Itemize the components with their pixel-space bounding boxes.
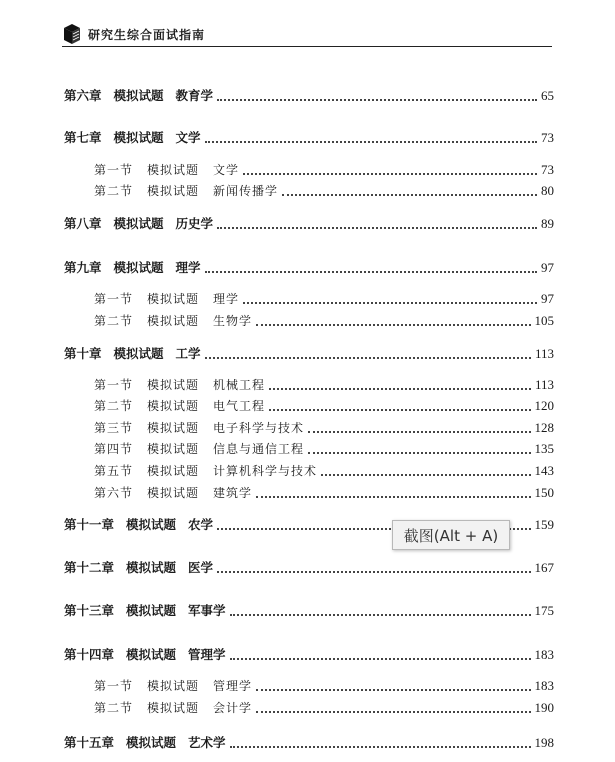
toc-section-entry[interactable] (94, 677, 554, 694)
toc-entry-label: 模拟试题 (147, 464, 200, 478)
toc-entry-label: 模拟试题 (147, 486, 200, 500)
toc-entry-label: 模拟试题 (147, 701, 200, 715)
toc-entry-label: 模拟试题 (113, 88, 164, 103)
toc-leader-dots (256, 689, 530, 691)
toc-entry-label: 模拟试题 (147, 314, 200, 328)
toc-entry-label: 模拟试题 (147, 184, 200, 198)
toc-entry-page: 65 (541, 88, 554, 103)
toc-leader-dots (256, 496, 530, 498)
toc-entry-label: 模拟试题 (126, 560, 177, 575)
toc-entry-number: 第十五章 (64, 735, 115, 750)
toc-entry-label: 模拟试题 (147, 679, 200, 693)
toc-chapter-entry[interactable] (64, 344, 554, 362)
toc-entry-page: 73 (541, 130, 554, 145)
toc-entry-number: 第一节 (94, 163, 134, 177)
toc-leader-dots (230, 746, 531, 748)
toc-entry-page: 135 (534, 441, 554, 456)
toc-entry-page: 175 (534, 603, 554, 618)
toc-entry-number: 第二节 (94, 701, 134, 715)
toc-section-entry[interactable] (94, 462, 554, 479)
toc-entry-subject: 农学 (188, 517, 214, 532)
toc-entry-page: 183 (534, 678, 554, 693)
toc-entry-subject: 电子科学与技术 (213, 421, 305, 435)
toc-section-entry[interactable] (94, 376, 554, 393)
toc-entry-page: 159 (534, 517, 554, 532)
toc-entry-number: 第五节 (94, 464, 134, 478)
toc-entry-label: 模拟试题 (147, 163, 200, 177)
toc-leader-dots (308, 452, 530, 454)
toc-entry-page: 190 (534, 700, 554, 715)
toc-entry-number: 第十四章 (64, 647, 115, 662)
toc-leader-dots (256, 324, 530, 326)
toc-chapter-entry[interactable] (64, 558, 554, 576)
toc-entry-number: 第一节 (94, 292, 134, 306)
toc-entry-subject: 新闻传播学 (213, 184, 279, 198)
toc-entry-number: 第六章 (64, 88, 102, 103)
toc-entry-page: 183 (534, 647, 554, 662)
toc-entry-number: 第一节 (94, 679, 134, 693)
toc-leader-dots (205, 141, 537, 143)
toc-entry-subject: 信息与通信工程 (213, 442, 305, 456)
toc-section-entry[interactable] (94, 484, 554, 501)
toc-section-entry[interactable] (94, 290, 554, 307)
toc-entry-subject: 机械工程 (213, 378, 266, 392)
toc-chapter-entry[interactable] (64, 214, 554, 232)
toc-leader-dots (243, 173, 537, 175)
toc-chapter-entry[interactable] (64, 733, 554, 751)
toc-entry-subject: 教育学 (175, 88, 214, 103)
toc-leader-dots (205, 357, 531, 359)
toc-entry-page: 113 (534, 377, 554, 392)
screenshot-tooltip (392, 520, 510, 550)
tooltip-text: 截图(Alt + A) (403, 526, 499, 545)
toc-leader-dots (321, 474, 530, 476)
toc-leader-dots (217, 99, 537, 101)
toc-section-entry[interactable] (94, 699, 554, 716)
toc-entry-number: 第三节 (94, 421, 134, 435)
toc-entry-number: 第七章 (64, 130, 102, 145)
toc-entry-page: 105 (534, 313, 554, 328)
toc-entry-subject: 会计学 (213, 701, 253, 715)
toc-entry-subject: 建筑学 (213, 486, 253, 500)
toc-entry-page: 150 (534, 485, 554, 500)
toc-entry-subject: 理学 (175, 260, 201, 275)
toc-entry-number: 第十三章 (64, 603, 115, 618)
toc-entry-page: 73 (541, 162, 554, 177)
toc-section-entry[interactable] (94, 161, 554, 178)
toc-entry-label: 模拟试题 (126, 603, 177, 618)
toc-entry-subject: 电气工程 (213, 399, 266, 413)
toc-section-entry[interactable] (94, 182, 554, 199)
toc-entry-label: 模拟试题 (126, 517, 177, 532)
toc-entry-label: 模拟试题 (147, 442, 200, 456)
toc-leader-dots (308, 431, 530, 433)
toc-section-entry[interactable] (94, 397, 554, 414)
toc-section-entry[interactable] (94, 419, 554, 436)
toc-chapter-entry[interactable] (64, 86, 554, 104)
toc-entry-number: 第八章 (64, 216, 102, 231)
toc-entry-subject: 艺术学 (188, 735, 226, 750)
toc-entry-subject: 军事学 (188, 603, 226, 618)
toc-leader-dots (282, 194, 537, 196)
toc-entry-page: 128 (534, 420, 554, 435)
toc-entry-label: 模拟试题 (126, 647, 177, 662)
toc-entry-number: 第十章 (64, 346, 102, 361)
toc-entry-page: 143 (534, 463, 554, 478)
toc-entry-subject: 管理学 (188, 647, 226, 662)
toc-leader-dots (256, 711, 530, 713)
toc-entry-subject: 生物学 (213, 314, 253, 328)
toc-leader-dots (205, 271, 537, 273)
toc-entry-label: 模拟试题 (126, 735, 177, 750)
toc-entry-label: 模拟试题 (113, 260, 164, 275)
toc-entry-number: 第四节 (94, 442, 134, 456)
toc-entry-label: 模拟试题 (113, 216, 164, 231)
header-title: 研究生综合面试指南 (88, 28, 206, 42)
toc-entry-page: 167 (534, 560, 554, 575)
toc-entry-label: 模拟试题 (147, 399, 200, 413)
toc-entry-page: 198 (534, 735, 554, 750)
toc-entry-label: 模拟试题 (147, 378, 200, 392)
toc-entry-subject: 理学 (213, 292, 240, 306)
toc-section-entry[interactable] (94, 440, 554, 457)
toc-entry-subject: 历史学 (175, 216, 214, 231)
toc-entry-number: 第十二章 (64, 560, 115, 575)
toc-chapter-entry[interactable] (64, 258, 554, 276)
toc-entry-number: 第十一章 (64, 517, 115, 532)
toc-entry-number: 第二节 (94, 399, 134, 413)
toc-entry-label: 模拟试题 (147, 421, 200, 435)
toc-chapter-entry[interactable] (64, 601, 554, 619)
toc-entry-subject: 文学 (213, 163, 240, 177)
toc-section-entry[interactable] (94, 312, 554, 329)
toc-entry-page: 80 (541, 183, 554, 198)
toc-entry-page: 113 (534, 346, 554, 361)
toc-leader-dots (269, 409, 530, 411)
toc-leader-dots (269, 388, 531, 390)
toc-entry-number: 第二节 (94, 314, 134, 328)
toc-entry-subject: 文学 (175, 130, 201, 145)
toc-entry-page: 120 (534, 398, 554, 413)
toc-entry-label: 模拟试题 (113, 130, 164, 145)
toc-entry-page: 89 (541, 216, 554, 231)
toc-entry-number: 第二节 (94, 184, 134, 198)
toc-entry-subject: 工学 (175, 346, 201, 361)
toc-entry-subject: 医学 (188, 560, 214, 575)
toc-entry-number: 第九章 (64, 260, 102, 275)
toc-entry-number: 第六节 (94, 486, 134, 500)
toc-entry-page: 97 (541, 291, 554, 306)
toc-entry-page: 97 (541, 260, 554, 275)
toc-leader-dots (217, 227, 537, 229)
toc-entry-label: 模拟试题 (147, 292, 200, 306)
toc-leader-dots (230, 658, 531, 660)
toc-entry-label: 模拟试题 (113, 346, 164, 361)
toc-entry-subject: 管理学 (213, 679, 253, 693)
toc-leader-dots (230, 614, 531, 616)
toc-leader-dots (243, 302, 537, 304)
toc-leader-dots (217, 571, 530, 573)
toc-entry-number: 第一节 (94, 378, 134, 392)
toc-chapter-entry[interactable] (64, 645, 554, 663)
toc-chapter-entry[interactable] (64, 128, 554, 146)
toc-entry-subject: 计算机科学与技术 (213, 464, 318, 478)
